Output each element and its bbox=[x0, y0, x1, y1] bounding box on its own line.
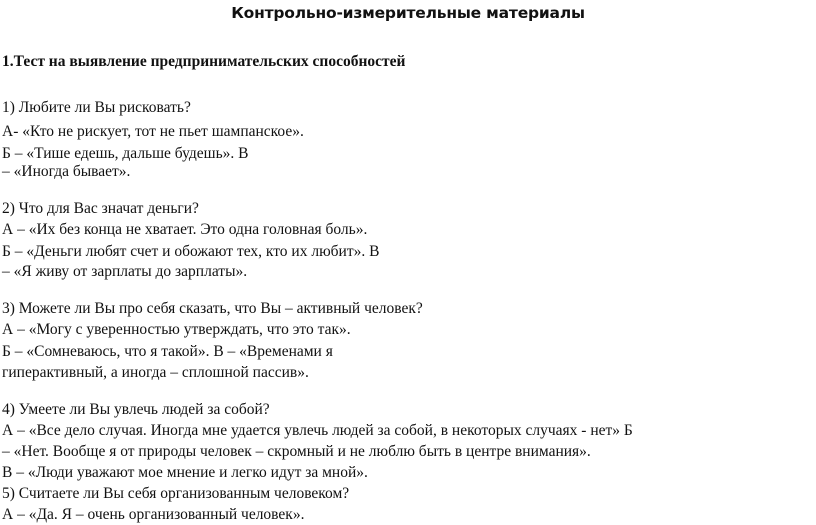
question-4: 4) Умеете ли Вы увлечь людей за собой? bbox=[2, 401, 270, 418]
question-3: 3) Можете ли Вы про себя сказать, что Вы – активный человек? bbox=[2, 300, 423, 317]
answer-line: А- «Кто не рискует, тот не пьет шампанское». bbox=[2, 123, 304, 140]
answer-line: А – «Все дело случая. Иногда мне удается увлечь людей за собой, в некоторых случаях - нет» Б bbox=[2, 422, 633, 439]
answer-line: А – «Могу с уверенностью утверждать, что это так». bbox=[2, 321, 351, 338]
answer-line: – «Я живу от зарплаты до зарплаты». bbox=[2, 263, 248, 280]
answer-line: В – «Люди уважают мое мнение и легко идут за мной». bbox=[2, 464, 368, 481]
question-5: 5) Считаете ли Вы себя организованным человеком? bbox=[2, 485, 350, 502]
question-1: 1) Любите ли Вы рисковать? bbox=[2, 99, 191, 116]
question-2: 2) Что для Вас значат деньги? bbox=[2, 200, 199, 217]
answer-line: А – «Да. Я – очень организованный человек». bbox=[2, 506, 305, 523]
answer-line: Б – «Тише едешь, дальше будешь». В bbox=[2, 145, 249, 162]
answer-line: гиперактивный, а иногда – сплошной пассив». bbox=[2, 364, 309, 381]
answer-line: – «Иногда бывает». bbox=[2, 163, 131, 180]
answer-line: Б – «Сомневаюсь, что я такой». В – «Временами я bbox=[2, 343, 333, 360]
answer-line: – «Нет. Вообще я от природы человек – скромный и не люблю быть в центре внимания». bbox=[2, 443, 591, 460]
document-title: Контрольно-измерительные материалы bbox=[231, 4, 585, 22]
answer-line: А – «Их без конца не хватает. Это одна головная боль». bbox=[2, 221, 368, 238]
test-heading: 1.Тест на выявление предпринимательских способностей bbox=[2, 53, 406, 70]
answer-line: Б – «Деньги любят счет и обожают тех, кто их любит». В bbox=[2, 243, 380, 260]
